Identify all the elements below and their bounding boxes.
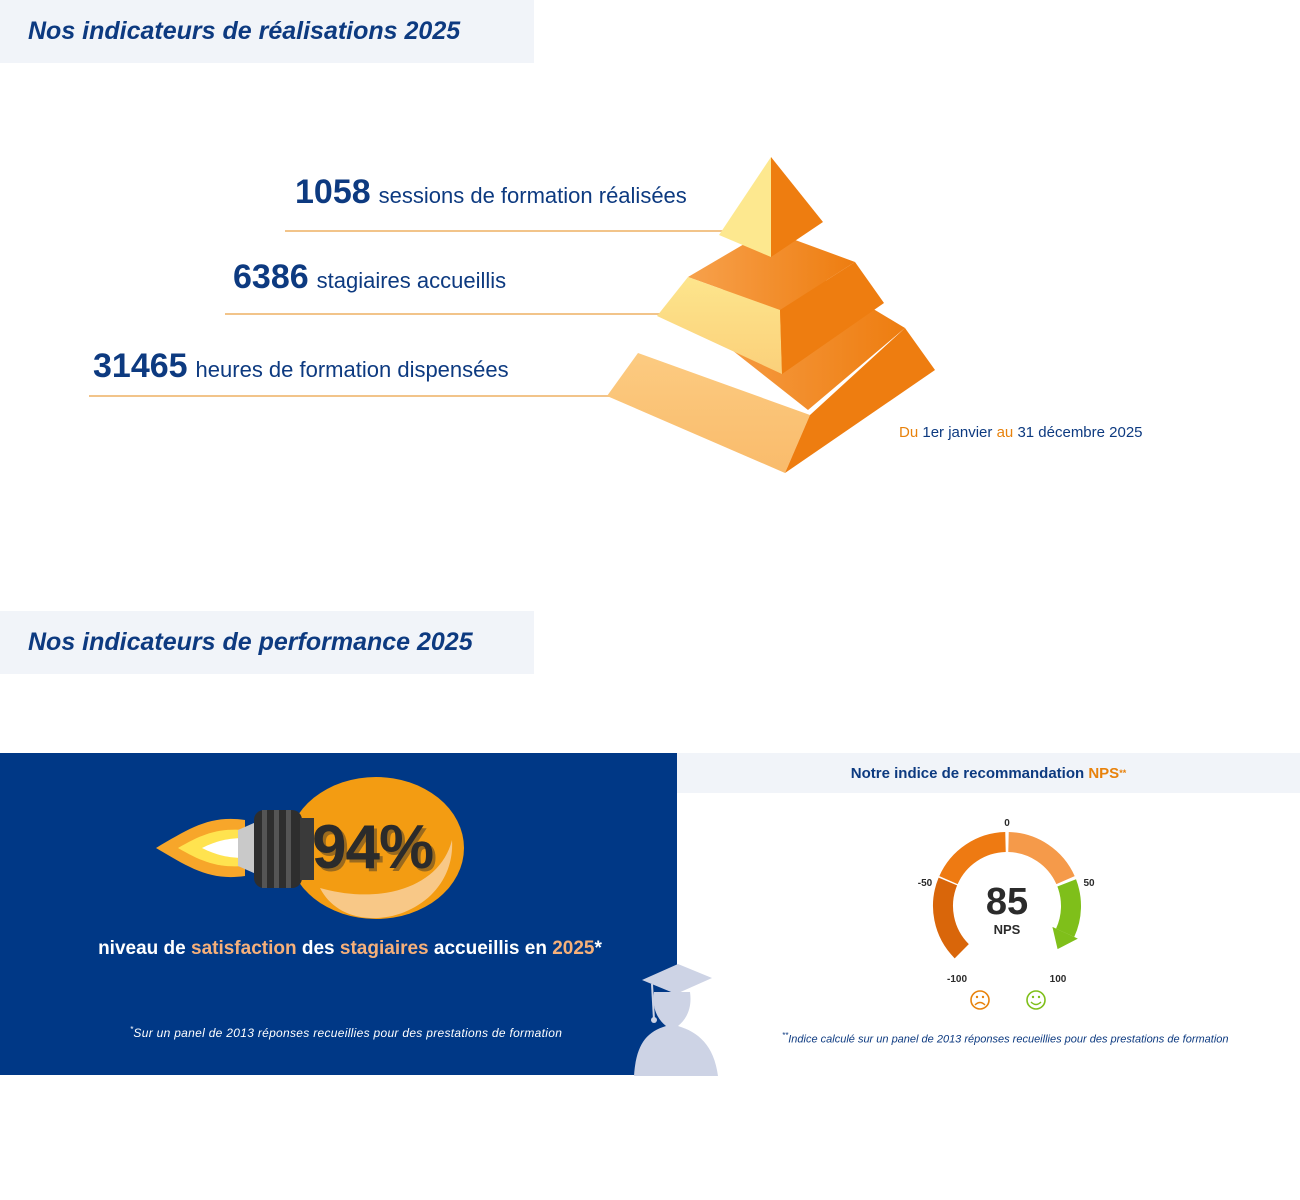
happy-face-icon	[1027, 991, 1045, 1009]
satisfaction-percent: 94%	[312, 813, 434, 882]
stat-heures-value: 31465	[93, 347, 188, 385]
stat-sessions-label: sessions de formation réalisées	[378, 183, 687, 208]
period-au: au	[996, 424, 1014, 441]
nps-scale-plus-50: 50	[1083, 878, 1095, 889]
footnote-text: Sur un panel de 2013 réponses recueillies pour des prestations de formation	[133, 1026, 563, 1040]
period-caption	[899, 424, 1143, 441]
section-title-performance: Nos indicateurs de performance 2025	[0, 611, 534, 674]
caption-highlight-year: 2025	[552, 938, 595, 959]
footnote-mark: *	[130, 1025, 134, 1034]
sad-face-icon	[971, 991, 989, 1009]
period-end: 31 décembre 2025	[1017, 424, 1143, 441]
stat-heures-label: heures de formation dispensées	[195, 357, 509, 382]
caption-highlight-satisfaction: satisfaction	[191, 938, 297, 959]
nps-header	[677, 753, 1300, 793]
period-start: 1er janvier	[922, 424, 993, 441]
nps-header-text: Notre indice de recommandation	[850, 764, 1085, 782]
stat-heures	[93, 347, 509, 386]
nps-footnote-text: Indice calculé sur un panel de 2013 réponses recueillies pour des prestations de formation	[788, 1033, 1229, 1046]
caption-part: accueillis en	[428, 938, 553, 959]
nps-footnote	[782, 1031, 1229, 1046]
nps-header-acronym: NPS	[1088, 764, 1120, 782]
caption-part: des	[296, 938, 340, 959]
caption-asterisk: *	[594, 938, 602, 959]
satisfaction-footnote	[130, 1025, 562, 1040]
nps-scale-max: 100	[1049, 974, 1067, 985]
nps-score-label: NPS	[993, 922, 1021, 937]
stat-stagiaires-label: stagiaires accueillis	[316, 268, 507, 293]
nps-header-mark: **	[1119, 768, 1127, 778]
stat-stagiaires-leader-line	[225, 313, 665, 315]
stat-sessions-value: 1058	[295, 173, 371, 211]
nps-footnote-mark: **	[782, 1031, 789, 1040]
nps-gauge	[900, 810, 1114, 1020]
graduate-silhouette-icon	[632, 960, 722, 1078]
caption-highlight-stagiaires: stagiaires	[339, 938, 429, 959]
nps-scale-minus-50: -50	[917, 878, 933, 889]
satisfaction-caption	[0, 938, 700, 960]
stat-stagiaires	[233, 258, 506, 297]
stat-heures-leader-line	[89, 395, 614, 397]
caption-part: niveau de	[98, 938, 191, 959]
period-du: Du	[899, 424, 919, 441]
nps-score: 85	[985, 881, 1029, 923]
section-title-realisations: Nos indicateurs de réalisations 2025	[0, 0, 534, 63]
nps-scale-zero: 0	[1004, 818, 1010, 829]
nps-scale-min: -100	[946, 974, 968, 985]
nps-arc-score	[1065, 883, 1071, 933]
pyramid-illustration	[600, 150, 940, 480]
stat-stagiaires-value: 6386	[233, 258, 309, 296]
